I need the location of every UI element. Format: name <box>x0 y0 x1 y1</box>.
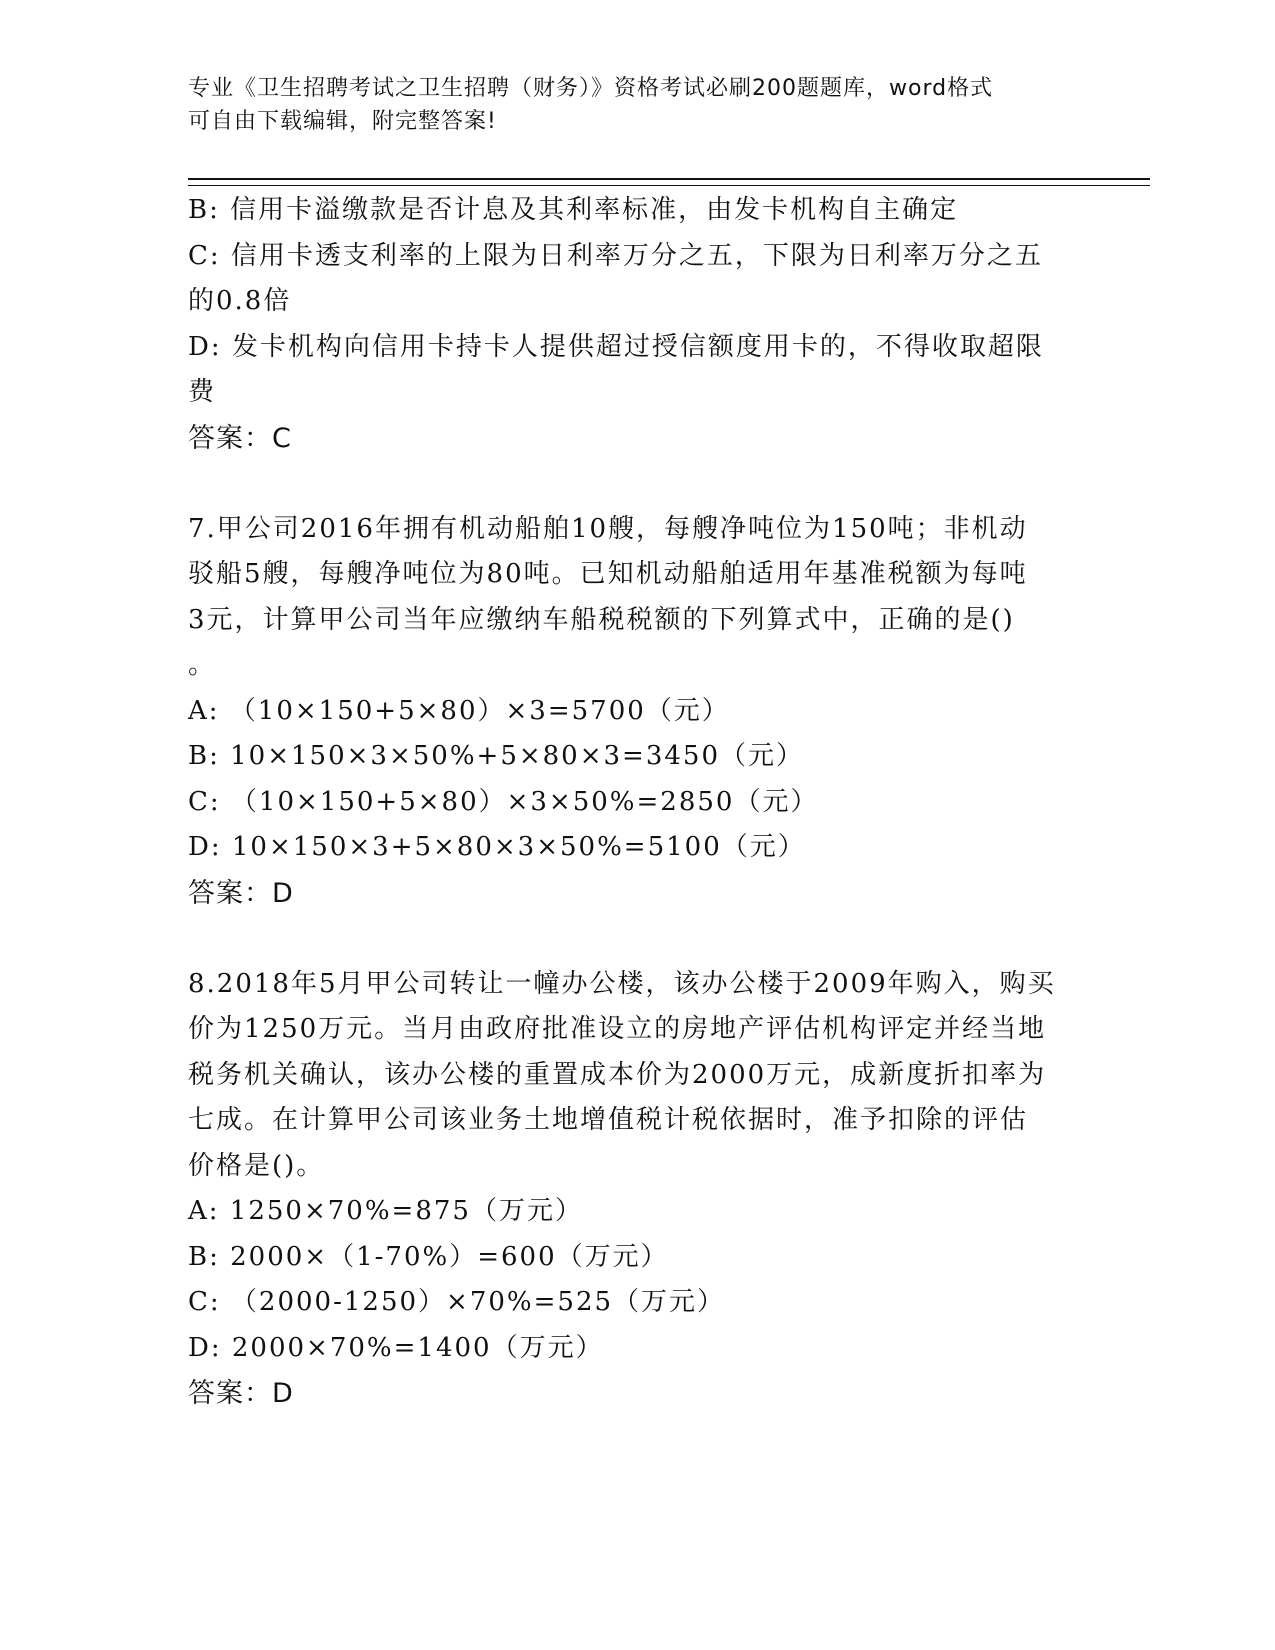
option-c: C: （10×150+5×80）×3×50%=2850（元） <box>188 786 819 817</box>
document-body <box>188 188 1078 1417</box>
option-d-line-2: 费 <box>188 377 217 407</box>
option-c: C: （2000-1250）×70%=525（万元） <box>188 1287 726 1317</box>
answer-label: 答案：C <box>188 422 292 454</box>
question-spacer <box>188 917 1078 962</box>
question-stem-line-4: 。 <box>188 650 217 680</box>
header-title-line-1: 专业《卫生招聘考试之卫生招聘（财务）》资格考试必刷200题题库，word格式 <box>188 76 994 101</box>
option-c-line-1: C: 信用卡透支利率的上限为日利率万分之五，下限为日利率万分之五 <box>188 240 1043 271</box>
question-7 <box>188 507 1078 917</box>
question-stem-line-4: 七成。在计算甲公司该业务土地增值税计税依据时，准予扣除的评估 <box>188 1105 1029 1135</box>
question-6-continued <box>188 188 1078 462</box>
question-stem-line-1: 8.2018年5月甲公司转让一幢办公楼，该办公楼于2009年购入，购买 <box>188 968 1056 999</box>
question-stem-line-3: 3元，计算甲公司当年应缴纳车船税税额的下列算式中，正确的是() <box>188 604 1015 635</box>
question-stem-line-1: 7.甲公司2016年拥有机动船舶10艘，每艘净吨位为150吨；非机动 <box>188 513 1028 544</box>
question-stem-line-5: 价格是()。 <box>188 1150 325 1181</box>
document-header <box>188 72 1088 138</box>
answer-label: 答案：D <box>188 1378 294 1409</box>
option-a: A: （10×150+5×80）×3=5700（元） <box>188 695 730 726</box>
question-spacer <box>188 462 1078 507</box>
option-c-line-2: 的0.8倍 <box>188 286 292 316</box>
option-d: D: 10×150×3+5×80×3×50%=5100（元） <box>188 832 806 862</box>
option-d-line-1: D: 发卡机构向信用卡持卡人提供超过授信额度用卡的，不得收取超限 <box>188 331 1044 362</box>
question-stem-line-2: 驳船5艘，每艘净吨位为80吨。已知机动船舶适用年基准税额为每吨 <box>188 559 1028 589</box>
header-title-line-2: 可自由下载编辑，附完整答案! <box>188 109 497 134</box>
option-d: D: 2000×70%=1400（万元） <box>188 1332 604 1363</box>
option-b: B: 2000×（1-70%）=600（万元） <box>188 1241 669 1272</box>
question-stem-line-3: 税务机关确认，该办公楼的重置成本价为2000万元，成新度折扣率为 <box>188 1059 1047 1090</box>
option-b: B: 信用卡溢缴款是否计息及其利率标准，由发卡机构自主确定 <box>188 195 959 225</box>
header-divider <box>188 178 1150 186</box>
question-stem-line-2: 价为1250万元。当月由政府批准设立的房地产评估机构评定并经当地 <box>188 1014 1047 1044</box>
option-b: B: 10×150×3×50%+5×80×3=3450（元） <box>188 741 805 771</box>
question-8 <box>188 962 1078 1418</box>
option-a: A: 1250×70%=875（万元） <box>188 1196 583 1226</box>
answer-label: 答案：D <box>188 877 294 909</box>
